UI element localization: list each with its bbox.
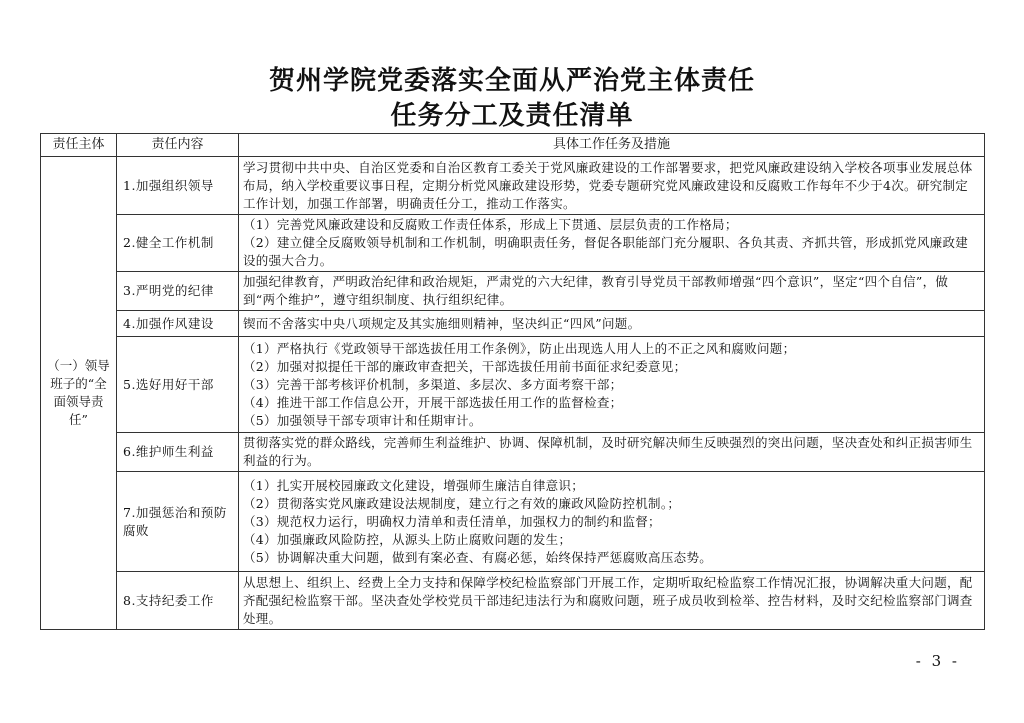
measure-item: （3）规范权力运行，明确权力清单和责任清单，加强权力的制约和监督； bbox=[243, 513, 661, 529]
responsibility-subject: （一）领导班子的“全面领导责任” bbox=[41, 157, 117, 630]
table-row bbox=[41, 472, 985, 572]
measure-item: （1）严格执行《党政领导干部选拔任用工作条例》，防止出现选人用人上的不正之风和腐败问题； bbox=[243, 340, 796, 356]
measure-item: （1）扎实开展校园廉政文化建设，增强师生廉洁自律意识； bbox=[243, 477, 585, 493]
measure-item: （5）协调解决重大问题，做到有案必查、有腐必惩，始终保持严惩腐败高压态势。 bbox=[243, 549, 713, 565]
measure-item: 贯彻落实党的群众路线，完善师生利益维护、协调、保障机制，及时研究解决师生反映强烈的突出问题，坚决查处和纠正损害师生利益的行为。 bbox=[243, 435, 973, 468]
measure-item: （4）加强廉政风险防控，从源头上防止腐败问题的发生； bbox=[243, 531, 572, 547]
table-row bbox=[41, 337, 985, 433]
work-measures bbox=[239, 433, 985, 472]
measure-item: 锲而不舍落实中央八项规定及其实施细则精神，坚决纠正“四风”问题。 bbox=[243, 315, 641, 331]
document-title-line2: 任务分工及责任清单 bbox=[390, 101, 634, 131]
responsibility-content: 4.加强作风建设 bbox=[117, 311, 239, 337]
table-body bbox=[41, 157, 985, 630]
table-row bbox=[41, 433, 985, 472]
header-measures: 具体工作任务及措施 bbox=[239, 134, 985, 157]
table-header-row bbox=[41, 134, 985, 157]
table-row bbox=[41, 272, 985, 311]
work-measures bbox=[239, 215, 985, 272]
responsibility-content: 5.选好用好干部 bbox=[117, 337, 239, 433]
measure-item: （5）加强领导干部专项审计和任期审计。 bbox=[243, 412, 482, 428]
page-number: - 3 - bbox=[915, 652, 960, 670]
responsibility-content: 2.健全工作机制 bbox=[117, 215, 239, 272]
table-row bbox=[41, 215, 985, 272]
work-measures bbox=[239, 311, 985, 337]
table-row bbox=[41, 157, 985, 215]
measure-item: 学习贯彻中共中央、自治区党委和自治区教育工委关于党风廉政建设的工作部署要求，把党风廉政建设纳入学校各项事业发展总体布局，纳入学校重要议事日程，定期分析党风廉政建设形势，党委专题研究党风廉政建设和反腐败工作每年不少于4次。研究制定工作计划，加强工作部署，明确责任分工，推动工作落实。 bbox=[243, 159, 973, 211]
responsibility-content: 7.加强惩治和预防腐败 bbox=[117, 472, 239, 572]
work-measures bbox=[239, 337, 985, 433]
measure-item: （4）推进干部工作信息公开，开展干部选拔任用工作的监督检查； bbox=[243, 394, 623, 410]
measure-item: （2）加强对拟提任干部的廉政审查把关，干部选拔任用前书面征求纪委意见； bbox=[243, 358, 687, 374]
work-measures bbox=[239, 272, 985, 311]
responsibility-content: 1.加强组织领导 bbox=[117, 157, 239, 215]
responsibility-content: 6.维护师生利益 bbox=[117, 433, 239, 472]
header-content: 责任内容 bbox=[117, 134, 239, 157]
work-measures bbox=[239, 572, 985, 630]
document-title-line1: 贺州学院党委落实全面从严治党主体责任 bbox=[268, 66, 755, 96]
measure-item: （2）贯彻落实党风廉政建设法规制度，建立行之有效的廉政风险防控机制。； bbox=[243, 495, 681, 511]
measure-item: 从思想上、组织上、经费上全力支持和保障学校纪检监察部门开展工作，定期听取纪检监察工作情况汇报，协调解决重大问题，配齐配强纪检监察干部。坚决查处学校党员干部违纪违法行为和腐败问题，班子成员收到检举、控告材料，及时交纪检监察部门调查处理。 bbox=[243, 574, 973, 626]
measure-item: （1）完善党风廉政建设和反腐败工作责任体系，形成上下贯通、层层负责的工作格局； bbox=[243, 217, 738, 232]
work-measures bbox=[239, 157, 985, 215]
measure-item: 加强纪律教育，严明政治纪律和政治规矩，严肃党的六大纪律，教育引导党员干部教师增强“四个意识”，坚定“四个自信”，做到“两个维护”，遵守组织制度、执行组织纪律。 bbox=[243, 274, 949, 307]
work-measures bbox=[239, 472, 985, 572]
responsibility-table bbox=[40, 133, 985, 630]
measure-item: （3）完善干部考核评价机制，多渠道、多层次、多方面考察干部； bbox=[243, 376, 623, 392]
responsibility-content: 8.支持纪委工作 bbox=[117, 572, 239, 630]
table-row bbox=[41, 311, 985, 337]
table-row bbox=[41, 572, 985, 630]
responsibility-content: 3.严明党的纪律 bbox=[117, 272, 239, 311]
header-subject: 责任主体 bbox=[41, 134, 117, 157]
measure-item: （2）建立健全反腐败领导机制和工作机制，明确职责任务，督促各职能部门充分履职、各负其责、齐抓共管，形成抓党风廉政建设的强大合力。 bbox=[243, 235, 969, 268]
